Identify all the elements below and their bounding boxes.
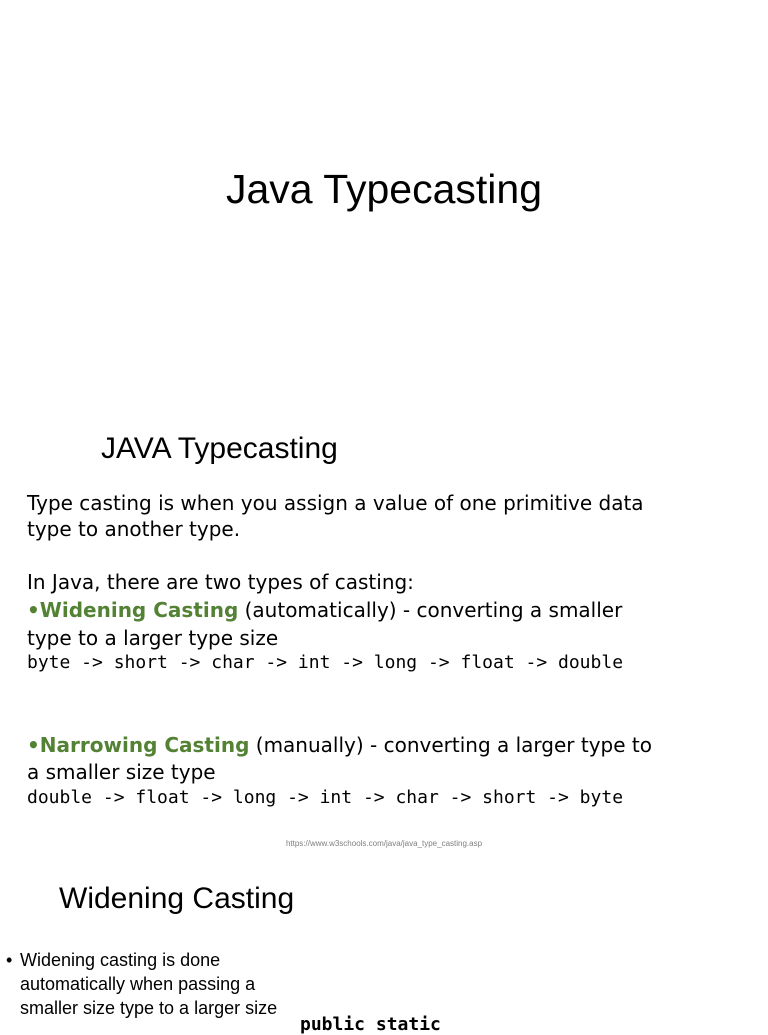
widening-line-1 [27,597,622,623]
slide3-bullet-text [20,948,277,1020]
slide2-title: JAVA Typecasting [101,432,338,465]
slide3-bullet-line-3: smaller size type to a larger size [20,998,278,1018]
widening-line-2: type to a larger type size [27,626,279,650]
slide3-title: Widening Casting [59,882,295,915]
widening-chain: byte -> short -> char -> int -> long -> float -> double [27,652,624,673]
widening-label: Widening Casting [39,598,239,622]
widening-desc-1: (automatically) - converting a smaller [238,598,623,622]
narrowing-line-2: a smaller size type [27,760,216,784]
slide3-bullet-line-2: automatically when passing a [20,974,256,994]
narrowing-chain: double -> float -> long -> int -> char -> short -> byte [27,787,624,808]
slide3-bullet-line-1: Widening casting is done [20,950,221,970]
slide1-title: Java Typecasting [225,166,543,212]
widening-bullet: • [27,598,40,622]
bullet-marker: • [6,950,13,970]
two-types-line: In Java, there are two types of casting: [27,570,414,594]
narrowing-bullet: • [27,733,40,757]
intro-line-2: type to another type. [27,517,241,541]
narrowing-line-1 [27,732,652,758]
cutoff-code: public static [300,1014,441,1035]
source-link[interactable]: https://www.w3schools.com/java/java_type_casting.asp [285,839,483,848]
intro-line-1: Type casting is when you assign a value of one primitive data [27,491,644,515]
narrowing-desc-1: (manually) - converting a larger type to [249,733,652,757]
narrowing-label: Narrowing Casting [39,733,250,757]
